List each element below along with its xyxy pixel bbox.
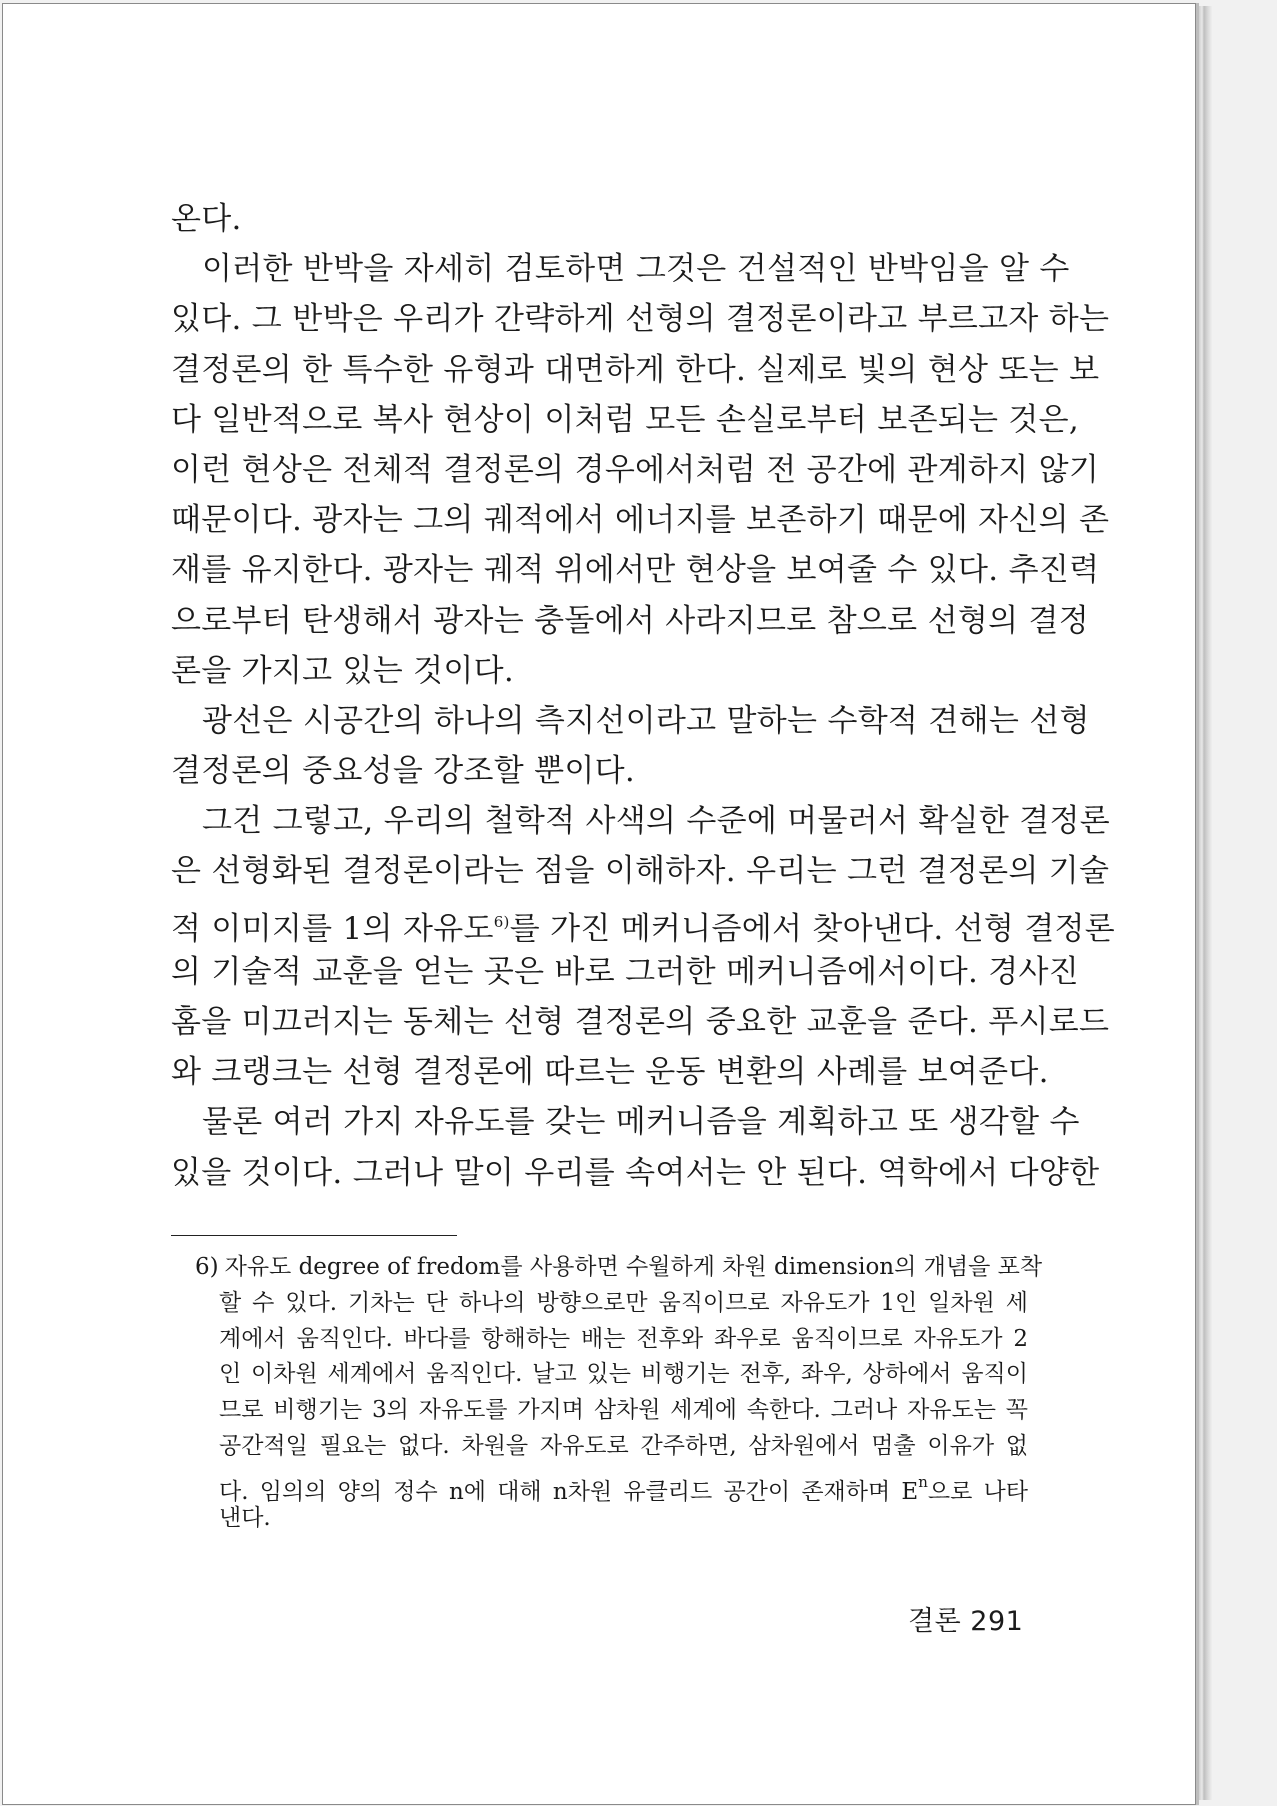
text-line: 홈을 미끄러지는 동체는 선형 결정론의 중요한 교훈을 준다. 푸시로드 [171, 1004, 1110, 1040]
footnote-number: 6) [195, 1254, 219, 1280]
text-line: 물론 여러 가지 자유도를 갖는 메커니즘을 계획하고 또 생각할 수 [202, 1104, 1080, 1141]
text-line: 때문이다. 광자는 그의 궤적에서 에너지를 보존하기 때문에 자신의 존 [171, 502, 1110, 539]
text-line: 은 선형화된 결정론이라는 점을 이해하자. 우리는 그런 결정론의 기술 [171, 853, 1110, 890]
body-text [171, 194, 1116, 1198]
footnote-line: 인 이차원 세계에서 움직인다. 날고 있는 비행기는 전후, 좌우, 상하에서 움직이 [219, 1361, 1028, 1388]
text-line: 와 크랭크는 선형 결정론에 따르는 운동 변환의 사례를 보여준다. [171, 1054, 1049, 1091]
text-line: 론을 가지고 있는 것이다. [171, 652, 515, 689]
text-line: 재를 유지한다. 광자는 궤적 위에서만 현상을 보여줄 수 있다. 추진력 [171, 552, 1100, 589]
text-line: 그건 그렇고, 우리의 철학적 사색의 수준에 머물러서 확실한 결정론 [202, 803, 1111, 840]
footnote-text: 다. 임의의 양의 정수 n에 대해 n차원 유클리드 공간이 존재하며 E [219, 1478, 919, 1505]
text-line: 이러한 반박을 자세히 검토하면 그것은 건설적인 반박임을 알 수 [202, 251, 1070, 288]
footnote-line: 공간적일 필요는 없다. 차원을 자유도로 간주하면, 삼차원에서 멈출 이유가 없 [219, 1432, 1028, 1459]
page-footer [908, 1599, 1023, 1638]
text-line: 결정론의 한 특수한 유형과 대면하게 한다. 실제로 빛의 현상 또는 보 [171, 351, 1100, 388]
footnote-text: 으로 나타 [927, 1478, 1028, 1505]
footnote-text: 자유도 degree of fredom를 사용하면 수월하게 차원 dimension의 개념을 포착 [224, 1254, 1043, 1280]
page-number: 291 [970, 1606, 1024, 1637]
text-line: 결정론의 중요성을 강조할 뿐이다. [171, 753, 636, 790]
text-line: 온다. [171, 201, 242, 237]
running-footer-section: 결론 [908, 1606, 962, 1637]
text-line-with-footnote-ref [171, 897, 1116, 947]
text-line: 의 기술적 교훈을 얻는 곳은 바로 그러한 메커니즘에서이다. 경사진 [171, 953, 1080, 990]
footnote-line [195, 1250, 1043, 1286]
footnote-line: 므로 비행기는 3의 자유도를 가지며 삼차원 세계에 속한다. 그러나 자유도는 꼭 [219, 1397, 1028, 1424]
text-line: 이런 현상은 전체적 결정론의 경우에서처럼 전 공간에 관계하지 않기 [171, 451, 1100, 488]
footnote-divider [171, 1235, 457, 1236]
book-page [2, 3, 1196, 1805]
text-line: 있을 것이다. 그러나 말이 우리를 속여서는 안 된다. 역학에서 다양한 [171, 1154, 1100, 1191]
text-segment: 를 가진 메커니즘에서 찾아낸다. 선형 결정론 [509, 910, 1116, 947]
text-segment: 적 이미지를 1의 자유도 [171, 910, 494, 947]
footnote-line: 낸다. [219, 1504, 271, 1531]
text-line: 다 일반적으로 복사 현상이 이처럼 모든 손실로부터 보존되는 것은, [171, 401, 1080, 438]
superscript: n [918, 1472, 928, 1491]
footnote-line [195, 1465, 1028, 1505]
footnote [195, 1250, 1043, 1536]
footnote-line: 할 수 있다. 기차는 단 하나의 방향으로만 움직이므로 자유도가 1인 일차원 세 [219, 1289, 1028, 1316]
text-line: 으로부터 탄생해서 광자는 충돌에서 사라지므로 참으로 선형의 결정 [171, 602, 1089, 639]
footnote-reference[interactable]: 6) [493, 912, 510, 931]
text-line: 있다. 그 반박은 우리가 간략하게 선형의 결정론이라고 부르고자 하는 [171, 301, 1110, 338]
footnote-line: 계에서 움직인다. 바다를 항해하는 배는 전후와 좌우로 움직이므로 자유도가 2 [219, 1325, 1028, 1352]
text-line: 광선은 시공간의 하나의 측지선이라고 말하는 수학적 견해는 선형 [202, 702, 1090, 739]
